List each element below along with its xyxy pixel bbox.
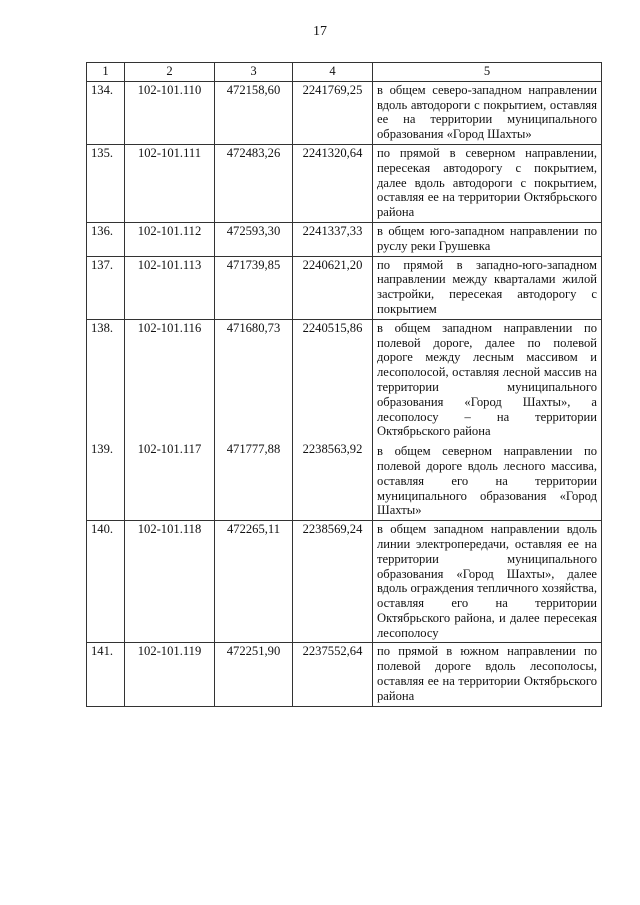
row-number: 136. — [87, 222, 125, 256]
table-row — [87, 144, 602, 222]
point-code: 102-101.117 — [125, 441, 215, 520]
table-row — [87, 521, 602, 643]
table-row — [87, 222, 602, 256]
table-row — [87, 441, 602, 520]
boundary-table — [86, 62, 602, 707]
header-col-2: 2 — [125, 63, 215, 82]
row-number: 141. — [87, 643, 125, 706]
table-row — [87, 643, 602, 706]
boundary-description: по прямой в южном направлении по полевой дороге вдоль лесополосы, оставляя ее на территории Октябрьского района — [373, 643, 602, 706]
table-row — [87, 81, 602, 144]
table-row — [87, 319, 602, 441]
boundary-description: в общем северном направлении по полевой дороге вдоль лесного массива, оставляя его на территории муниципального образования «Город Шахты» — [373, 441, 602, 520]
boundary-description: по прямой в северном направлении, пересекая автодорогу с покрытием, далее вдоль автодороги с покрытием, оставляя ее на территории Октябрьского района — [373, 144, 602, 222]
coord-y: 2241320,64 — [293, 144, 373, 222]
page-number: 17 — [313, 24, 327, 39]
boundary-description: в общем северо-западном направлении вдоль автодороги с покрытием, оставляя ее на территории муниципального образования «Город Шахты» — [373, 81, 602, 144]
coord-y: 2238563,92 — [293, 441, 373, 520]
boundary-description: в общем западном направлении по полевой дороге, далее по полевой дороге между лесным массивом и лесополосой, оставляя лесной массив на территории муниципального образования «Город Шахты», а лесополосу – на территории Октябрьского района — [373, 319, 602, 441]
coord-y: 2241769,25 — [293, 81, 373, 144]
coord-x: 471739,85 — [215, 256, 293, 319]
point-code: 102-101.116 — [125, 319, 215, 441]
coord-x: 471777,88 — [215, 441, 293, 520]
row-number: 134. — [87, 81, 125, 144]
coord-x: 472251,90 — [215, 643, 293, 706]
coord-x: 472593,30 — [215, 222, 293, 256]
coord-y: 2237552,64 — [293, 643, 373, 706]
point-code: 102-101.119 — [125, 643, 215, 706]
row-number: 138. — [87, 319, 125, 441]
point-code: 102-101.112 — [125, 222, 215, 256]
coord-x: 472483,26 — [215, 144, 293, 222]
point-code: 102-101.113 — [125, 256, 215, 319]
table-row — [87, 256, 602, 319]
boundary-description: в общем западном направлении вдоль линии электропередачи, оставляя ее на территории муниципального образования «Город Шахты», далее вдоль ограждения тепличного хозяйства, оставляя его на территории Октябрьского района, и далее пересекая лесополосу — [373, 521, 602, 643]
row-number: 139. — [87, 441, 125, 520]
header-col-4: 4 — [293, 63, 373, 82]
point-code: 102-101.111 — [125, 144, 215, 222]
header-col-5: 5 — [373, 63, 602, 82]
coord-y: 2240515,86 — [293, 319, 373, 441]
coord-x: 471680,73 — [215, 319, 293, 441]
table-header-row — [87, 63, 602, 82]
coord-x: 472265,11 — [215, 521, 293, 643]
row-number: 140. — [87, 521, 125, 643]
row-number: 135. — [87, 144, 125, 222]
row-number: 137. — [87, 256, 125, 319]
boundary-description: по прямой в западно-юго-западном направлении между кварталами жилой застройки, пересекая автодорогу с покрытием — [373, 256, 602, 319]
coord-x: 472158,60 — [215, 81, 293, 144]
coord-y: 2238569,24 — [293, 521, 373, 643]
header-col-3: 3 — [215, 63, 293, 82]
coord-y: 2241337,33 — [293, 222, 373, 256]
header-col-1: 1 — [87, 63, 125, 82]
boundary-description: в общем юго-западном направлении по руслу реки Грушевка — [373, 222, 602, 256]
point-code: 102-101.110 — [125, 81, 215, 144]
point-code: 102-101.118 — [125, 521, 215, 643]
coord-y: 2240621,20 — [293, 256, 373, 319]
